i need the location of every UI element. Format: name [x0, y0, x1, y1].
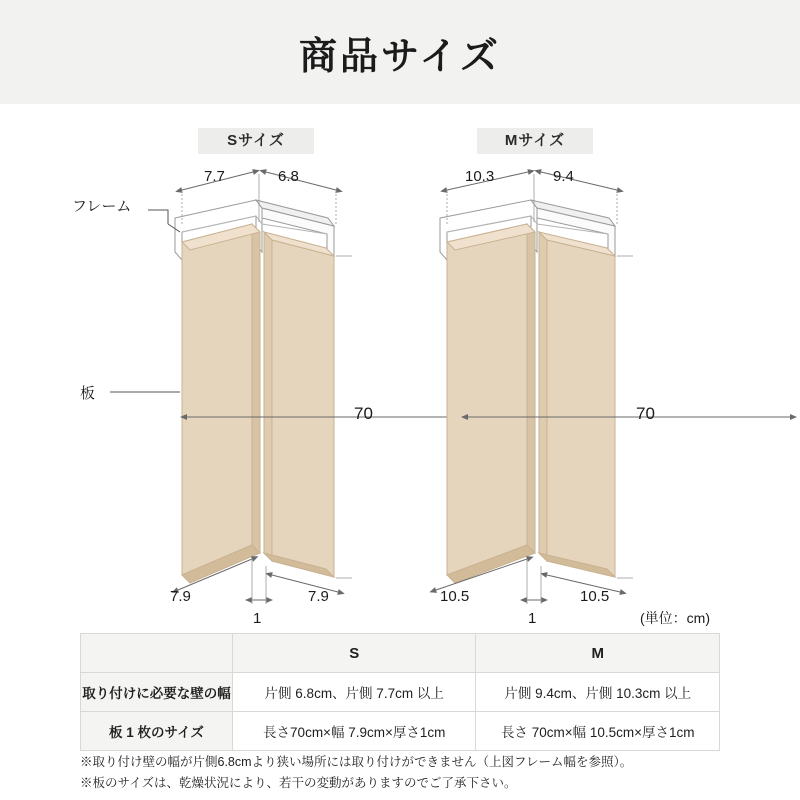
- note-line-1: ※取り付け壁の幅が片側6.8cmより狭い場所には取り付けができません（上図フレーム幅を参照）。: [80, 755, 633, 769]
- page-header: [0, 0, 800, 104]
- table-cell-s: 長さ70cm×幅 7.9cm×厚さ1cm: [232, 712, 476, 751]
- table-header-blank: [81, 634, 233, 673]
- diagram-svg: [0, 160, 800, 630]
- board-label: 板: [80, 385, 96, 402]
- table-row: [81, 712, 720, 751]
- note-line-2: ※板のサイズは、乾燥状況により、若干の変動がありますのでご了承下さい。: [80, 776, 517, 791]
- spec-table: [80, 633, 720, 751]
- table-cell-m: 長さ 70cm×幅 10.5cm×厚さ1cm: [476, 712, 720, 751]
- table-row-label: 取り付けに必要な壁の幅: [81, 673, 233, 712]
- s-dim-thickness: 1: [253, 610, 262, 627]
- m-dim-top-right: 9.4: [553, 168, 574, 185]
- unit-label: (単位：cm): [640, 610, 710, 626]
- s-dim-top-left: 7.7: [204, 168, 225, 185]
- m-board-right: [539, 232, 615, 577]
- m-dim-thickness: 1: [528, 610, 537, 627]
- page-title: 商品サイズ: [299, 35, 501, 78]
- s-board-right: [264, 232, 334, 577]
- m-dim-top-left: 10.3: [465, 168, 495, 185]
- notes: [80, 752, 740, 795]
- m-dim-bottom-right: 10.5: [580, 588, 610, 605]
- s-dim-height: 70: [354, 404, 373, 423]
- size-chip-s: Sサイズ: [198, 128, 314, 154]
- m-board-left: [447, 224, 535, 583]
- s-dim-bottom-right: 7.9: [308, 588, 329, 605]
- table-header-row: [81, 634, 720, 673]
- table-row: [81, 673, 720, 712]
- m-dim-bottom-left: 10.5: [440, 588, 470, 605]
- frame-label: フレーム: [72, 198, 132, 215]
- s-board-left: [182, 224, 260, 583]
- size-chip-m: Mサイズ: [477, 128, 593, 154]
- table-header-s: S: [232, 634, 476, 673]
- table-cell-m: 片側 9.4cm、片側 10.3cm 以上: [476, 673, 720, 712]
- diagram-area: [0, 160, 800, 630]
- m-dim-height: 70: [636, 404, 655, 423]
- table-row-label: 板 1 枚のサイズ: [81, 712, 233, 751]
- table-cell-s: 片側 6.8cm、片側 7.7cm 以上: [232, 673, 476, 712]
- table-header-m: M: [476, 634, 720, 673]
- s-dim-top-right: 6.8: [278, 168, 299, 185]
- s-dim-bottom-left: 7.9: [170, 588, 191, 605]
